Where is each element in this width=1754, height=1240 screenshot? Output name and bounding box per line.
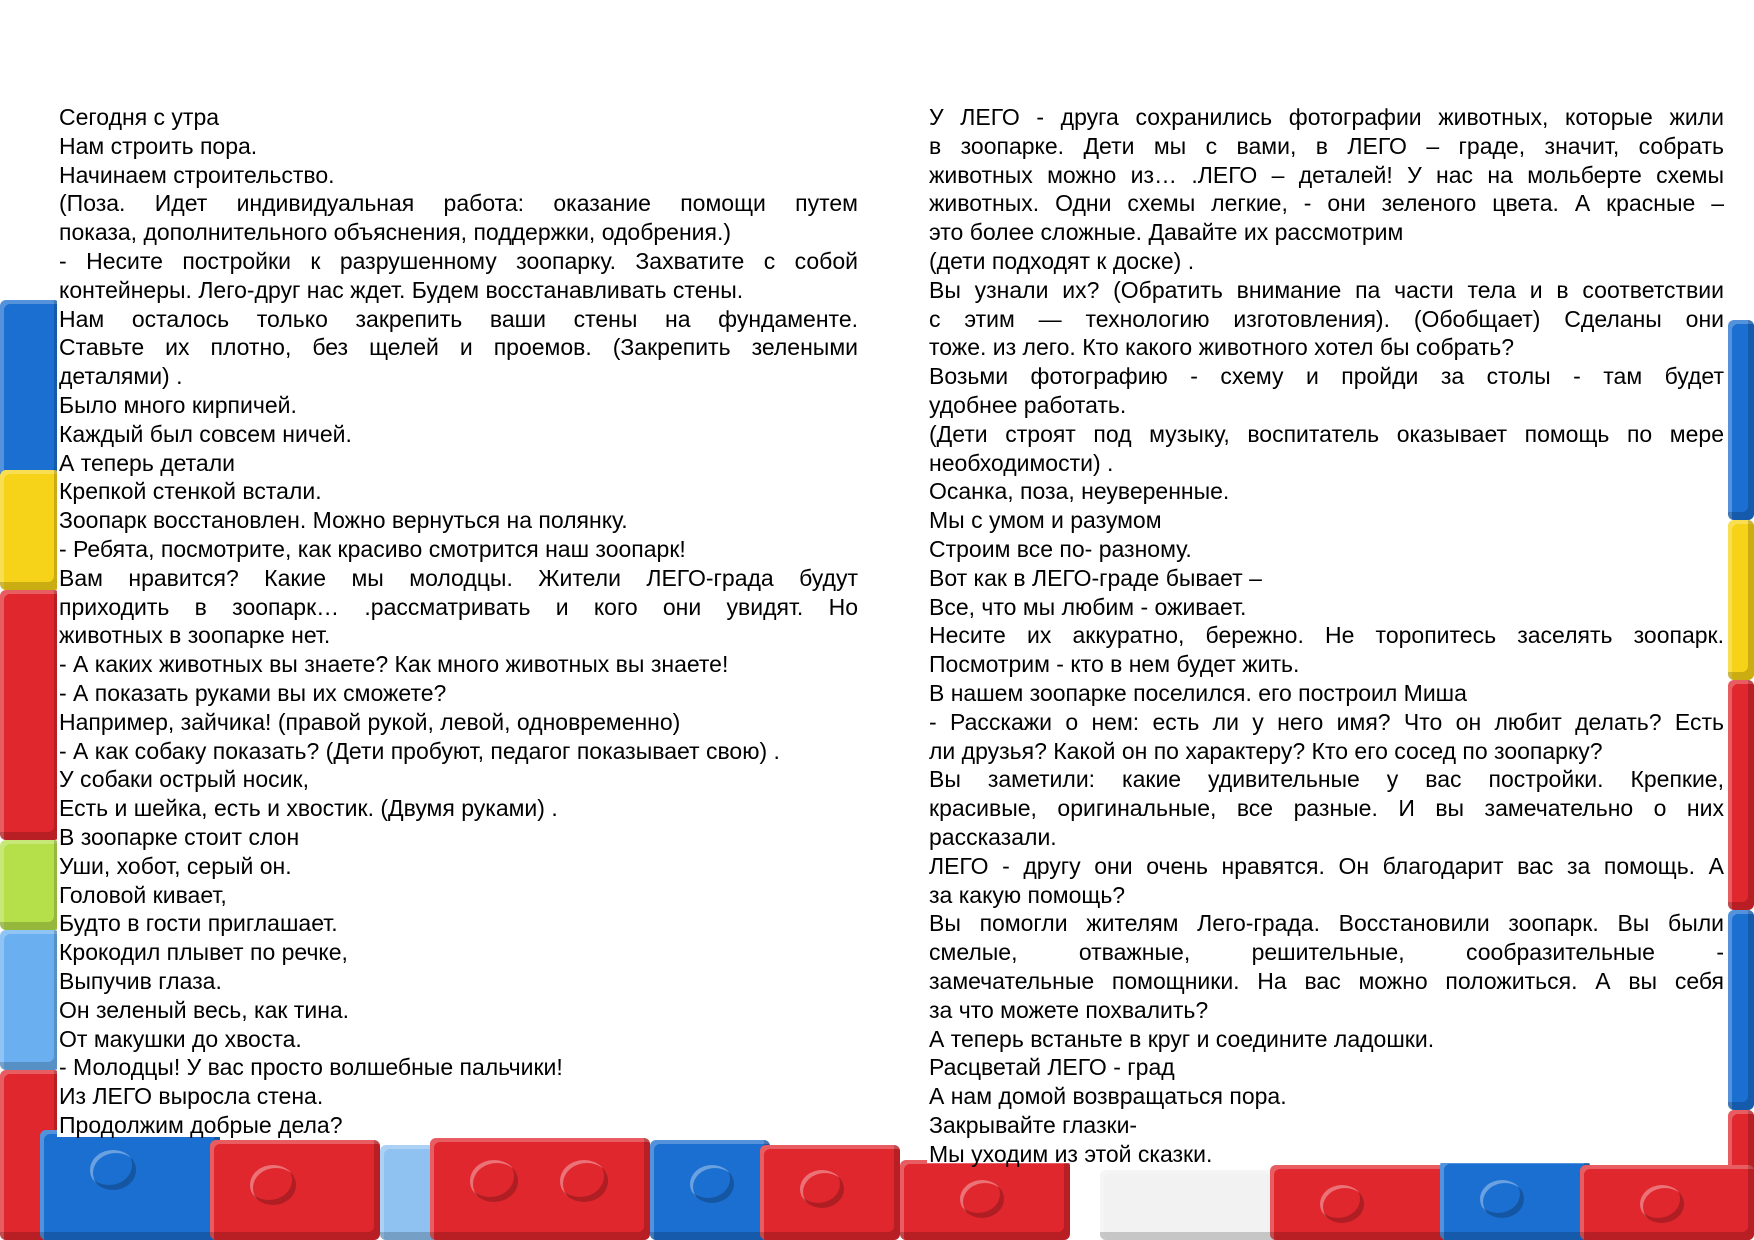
text-line: - А каких животных вы знаете? Как много животных вы знаете! <box>59 651 729 678</box>
text-line: А теперь встаньте в круг и соедините ладошки. <box>929 1025 1435 1052</box>
text-line: Расцветай ЛЕГО - град <box>929 1054 1175 1081</box>
text-line: необходимости) . <box>929 449 1114 476</box>
text-line: Нам строить пора. <box>59 132 258 159</box>
text-line: животных в зоопарке нет. <box>59 622 331 649</box>
lego-stud <box>470 1160 518 1202</box>
text-line: У собаки острый носик, <box>59 766 309 793</box>
text-line: показа, дополнительного объяснения, поддержки, одобрения.) <box>59 219 732 246</box>
text-line: Строим все по- разному. <box>929 535 1192 562</box>
text-line: тоже. из лего. Кто какого животного хотел бы собрать? <box>929 334 1515 361</box>
text-line: рассказали. <box>929 823 1057 850</box>
lego-brick <box>40 1130 220 1240</box>
text-line: животных можно из… .ЛЕГО – деталей! У нас на мольберте схемы <box>929 161 1724 188</box>
text-line: Выпучив глаза. <box>59 967 222 994</box>
lego-stud <box>800 1170 844 1208</box>
text-line: Начинаем строительство. <box>59 161 335 188</box>
text-line: животных. Одни схемы легкие, - они зеленого цвета. А красные – <box>929 190 1724 217</box>
text-line: От макушки до хвоста. <box>59 1025 302 1052</box>
text-line: Например, зайчика! (правой рукой, левой, одновременно) <box>59 708 681 735</box>
text-line: - Ребята, посмотрите, как красиво смотрится наш зоопарк! <box>59 535 686 562</box>
lego-brick <box>1728 320 1754 520</box>
text-line: Нам осталось только закрепить ваши стены на фундаменте. <box>59 305 858 332</box>
text-line: Ставьте их плотно, без щелей и проемов. (Закрепить зелеными <box>59 334 858 361</box>
text-line: ли друзья? Какой он по характеру? Кто его сосед по зоопарку? <box>929 737 1603 764</box>
text-line: Посмотрим - кто в нем будет жить. <box>929 651 1300 678</box>
right-text-column <box>927 97 1728 1167</box>
text-line: Уши, хобот, серый он. <box>59 852 292 879</box>
text-line: Зоопарк восстановлен. Можно вернуться на полянку. <box>59 507 628 534</box>
text-line: Вы помогли жителям Лего-града. Восстановили зоопарк. Вы были <box>929 910 1724 937</box>
text-line: - А как собаку показать? (Дети пробуют, педагог показывает свою) . <box>59 737 780 764</box>
text-line: - Расскажи о нем: есть ли у него имя? Что он любит делать? Есть <box>929 708 1724 735</box>
lego-stud <box>1320 1185 1364 1223</box>
text-line: (Поза. Идет индивидуальная работа: оказание помощи путем <box>59 190 858 217</box>
text-line: деталями) . <box>59 363 183 390</box>
text-line: Сегодня с утра <box>59 104 220 130</box>
text-line: - Несите постройки к разрушенному зоопарку. Захватите с собой <box>59 247 858 274</box>
lego-stud <box>560 1160 608 1202</box>
text-line: Головой кивает, <box>59 881 227 908</box>
lego-stud <box>250 1165 296 1205</box>
text-line: Мы с умом и разумом <box>929 507 1162 534</box>
text-line: Было много кирпичей. <box>59 391 297 418</box>
text-line: это более сложные. Давайте их рассмотрим <box>929 219 1404 246</box>
text-line: - Молодцы! У вас просто волшебные пальчики! <box>59 1054 563 1081</box>
text-line: У ЛЕГО - друга сохранились фотографии животных, которые жили <box>929 104 1724 130</box>
lego-brick <box>1728 680 1754 910</box>
text-line: Будто в гости приглашает. <box>59 910 338 937</box>
text-line: Осанка, поза, неуверенные. <box>929 478 1230 505</box>
left-text-column <box>57 97 862 1137</box>
text-line: Вам нравится? Какие мы молодцы. Жители ЛЕГО-града будут <box>59 564 858 591</box>
text-line: Есть и шейка, есть и хвостик. (Двумя руками) . <box>59 795 558 822</box>
text-line: - А показать руками вы их сможете? <box>59 679 447 706</box>
text-line: Все, что мы любим - оживает. <box>929 593 1247 620</box>
text-line: Несите их аккуратно, бережно. Не торопитесь заселять зоопарк. <box>929 622 1724 649</box>
text-line: удобнее работать. <box>929 391 1127 418</box>
text-line: (Дети строят под музыку, воспитатель оказывает помощь по мере <box>929 420 1724 447</box>
text-line: Вы узнали их? (Обратить внимание па части тела и в соответствии <box>929 276 1724 303</box>
text-line: ЛЕГО - другу они очень нравятся. Он благодарит вас за помощь. А <box>929 852 1724 879</box>
text-line: смелые, отважные, решительные, сообразительные - <box>929 939 1724 966</box>
text-line: контейнеры. Лего-друг нас ждет. Будем восстанавливать стены. <box>59 276 744 303</box>
lego-brick <box>430 1138 650 1240</box>
lego-stud <box>690 1165 734 1203</box>
text-line: Вот как в ЛЕГО-граде бывает – <box>929 564 1262 591</box>
lego-brick <box>0 930 60 1070</box>
text-line: с этим — технологию изготовления). (Обобщает) Сделаны они <box>929 305 1724 332</box>
lego-brick <box>0 470 60 590</box>
text-line: Из ЛЕГО выросла стена. <box>59 1083 324 1110</box>
text-line: в зоопарке. Дети мы с вами, в ЛЕГО – граде, значит, собрать <box>929 132 1724 159</box>
lego-stud <box>960 1180 1004 1218</box>
lego-stud <box>1480 1180 1524 1218</box>
text-line: Закрывайте глазки- <box>929 1111 1138 1138</box>
text-line: красивые, оригинальные, все разные. И вы замечательно о них <box>929 795 1724 822</box>
text-line: приходить в зоопарк… .рассматривать и кого они увидят. Но <box>59 593 858 620</box>
text-line: Каждый был совсем ничей. <box>59 420 352 447</box>
text-line: Возьми фотографию - схему и пройди за столы - там будет <box>929 363 1724 390</box>
text-line: Крокодил плывет по речке, <box>59 939 348 966</box>
text-line: А нам домой возвращаться пора. <box>929 1083 1287 1110</box>
lego-stud <box>1640 1185 1684 1223</box>
text-line: Крепкой стенкой встали. <box>59 478 322 505</box>
lego-brick <box>0 300 60 480</box>
text-line: В нашем зоопарке поселился. его построил Миша <box>929 679 1467 706</box>
text-line: В зоопарке стоит слон <box>59 823 300 850</box>
lego-brick <box>1728 520 1754 680</box>
lego-brick <box>0 840 60 930</box>
lego-brick <box>1100 1170 1280 1240</box>
text-line: Он зеленый весь, как тина. <box>59 996 350 1023</box>
text-line: (дети подходят к доске) . <box>929 247 1195 274</box>
text-line: за какую помощь? <box>929 881 1126 908</box>
text-line: Вы заметили: какие удивительные у вас постройки. Крепкие, <box>929 766 1724 793</box>
text-line: замечательные помощники. На вас можно положиться. А вы себя <box>929 967 1724 994</box>
lego-stud <box>90 1150 136 1190</box>
text-line: А теперь детали <box>59 449 235 476</box>
text-line: Продолжим добрые дела? <box>59 1111 343 1138</box>
text-line: за что можете похвалить? <box>929 996 1209 1023</box>
text-line: Мы уходим из этой сказки. <box>929 1140 1213 1167</box>
lego-brick <box>0 590 60 840</box>
lego-brick <box>1728 910 1754 1110</box>
